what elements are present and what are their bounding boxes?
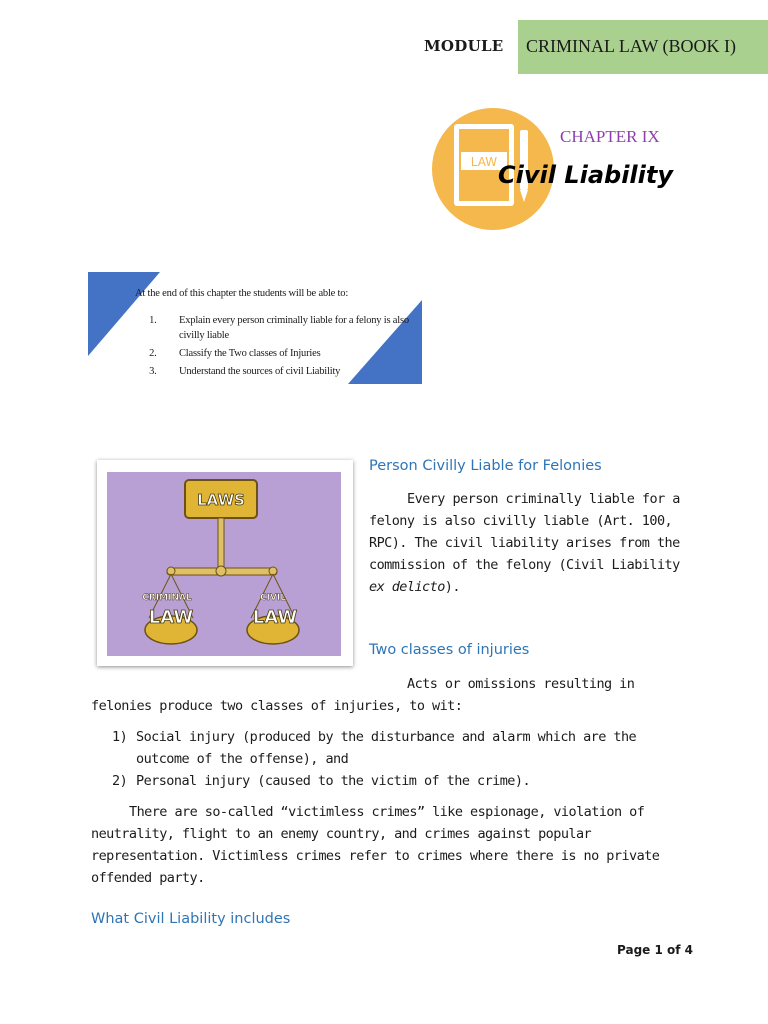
left-pan-label-bottom: LAW bbox=[148, 607, 194, 628]
objective-item: 3. Understand the sources of civil Liability bbox=[159, 364, 435, 379]
list-item-text: Personal injury (caused to the victim of the crime). bbox=[136, 773, 531, 789]
injury-list bbox=[91, 726, 681, 792]
list-item-number: 2) bbox=[112, 773, 128, 789]
list-item-text: Social injury (produced by the disturbance and alarm which are the outcome of the offense), and bbox=[136, 729, 637, 767]
scales-illustration bbox=[97, 460, 353, 666]
objective-item: 2. Classify the Two classes of Injuries bbox=[159, 346, 435, 361]
section-2-intro-line-1: Acts or omissions resulting in bbox=[407, 676, 635, 692]
learning-objectives bbox=[135, 286, 435, 382]
section-2-intro bbox=[91, 673, 681, 717]
section-1-text-italic: ex delicto bbox=[369, 579, 445, 595]
list-item bbox=[91, 770, 681, 792]
victimless-crimes-text: There are so-called “victimless crimes” like espionage, violation of neutrality, flight to an enemy country, and crimes against popular representation. Victimless crimes refer to crimes where there is no private offended party. bbox=[91, 804, 660, 886]
beam-pivot bbox=[216, 566, 226, 576]
victimless-crimes-paragraph bbox=[91, 801, 691, 889]
scales-of-justice-icon bbox=[97, 460, 353, 666]
objective-item: 1. Explain every person criminally liable for a felony is also civilly liable bbox=[159, 313, 409, 343]
section-heading-person-civilly-liable: Person Civilly Liable for Felonies bbox=[369, 458, 602, 474]
section-1-paragraph bbox=[369, 488, 689, 598]
objectives-intro: At the end of this chapter the students will be able to: bbox=[135, 288, 349, 299]
list-item-number: 1) bbox=[112, 729, 128, 745]
laws-sign-text: LAWS bbox=[197, 491, 245, 509]
course-title: CRIMINAL LAW (BOOK I) bbox=[526, 36, 737, 56]
beam-end-left bbox=[167, 567, 175, 575]
chapter-title: Civil Liability bbox=[498, 161, 673, 189]
section-heading-what-civil-liability-includes: What Civil Liability includes bbox=[91, 911, 291, 927]
beam-end-right bbox=[269, 567, 277, 575]
section-2-intro-line-2: felonies produce two classes of injuries, to wit: bbox=[91, 698, 463, 714]
section-1-text-after: ). bbox=[444, 579, 460, 595]
objectives-list bbox=[135, 313, 435, 379]
chapter-number: CHAPTER IX bbox=[560, 127, 660, 146]
section-1-text-before: Every person criminally liable for a felony is also civilly liable (Art. 100, RPC). The civil liability arises from the commission of the felony (Civil Liability bbox=[369, 491, 680, 573]
list-item bbox=[91, 726, 681, 770]
book-label-text: LAW bbox=[470, 155, 498, 169]
page-number: Page 1 of 4 bbox=[617, 943, 693, 957]
section-heading-two-classes: Two classes of injuries bbox=[369, 642, 530, 658]
module-label: MODULE bbox=[424, 37, 504, 55]
left-pan-label-top: CRIMINAL bbox=[142, 593, 192, 603]
right-pan-label-bottom: LAW bbox=[252, 607, 298, 628]
scale-pole bbox=[218, 518, 224, 570]
right-pan-label-top: CIVIL bbox=[259, 593, 287, 603]
